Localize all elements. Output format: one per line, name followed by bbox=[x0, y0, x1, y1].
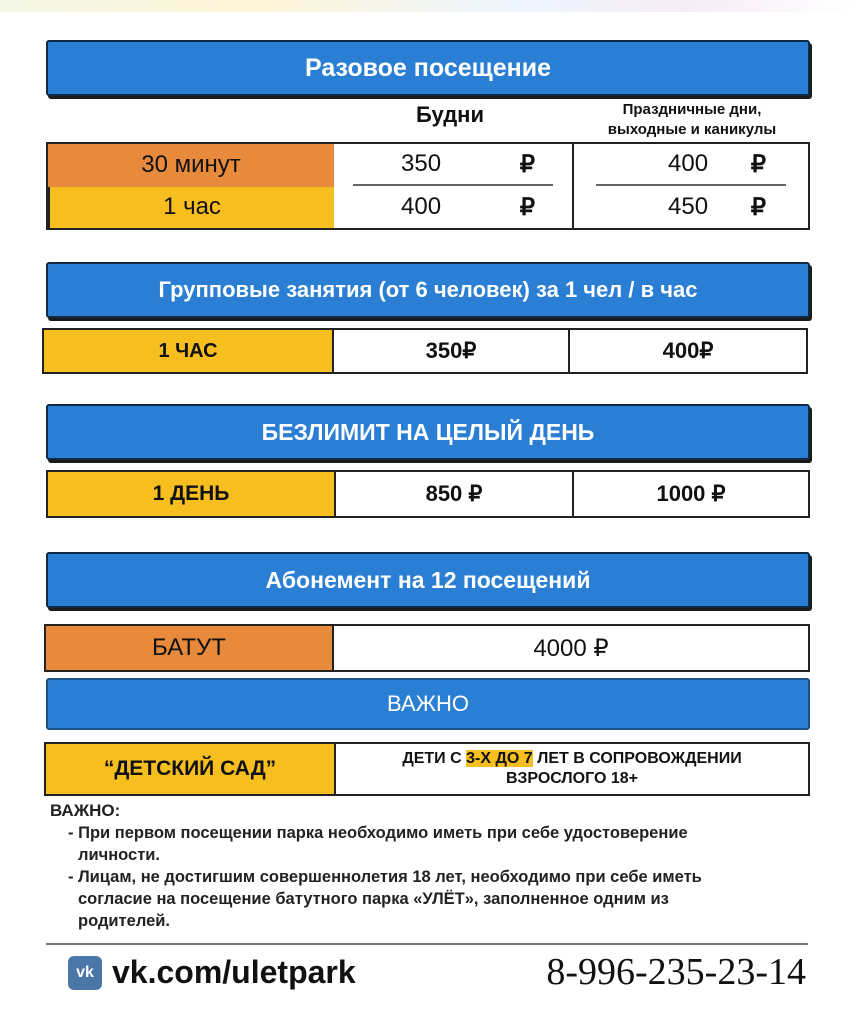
subscription-title: Абонемент на 12 посещений bbox=[265, 566, 591, 593]
footer-divider bbox=[46, 943, 808, 945]
subscription-row bbox=[44, 624, 810, 672]
kindergarten-description bbox=[334, 744, 808, 794]
notes-title: ВАЖНО: bbox=[50, 801, 121, 820]
group-holiday-price: 400₽ bbox=[568, 330, 806, 372]
single-label-column bbox=[48, 144, 334, 228]
kindergarten-label: “ДЕТСКИЙ САД” bbox=[46, 744, 334, 794]
unlimited-weekday-price: 850 ₽ bbox=[334, 472, 572, 516]
unlimited-label: 1 ДЕНЬ bbox=[48, 472, 334, 516]
kindergarten-line2: ВЗРОСЛОГО 18+ bbox=[506, 770, 638, 787]
note-item-2: - Лицам, не достигшим совершеннолетия 18 лет, необходимо при себе иметь согласие на посещение батутного парка «УЛЁТ», заполненное одним из родителей. bbox=[68, 868, 702, 930]
label-1hour: 1 час bbox=[48, 187, 334, 228]
single-visit-table bbox=[46, 142, 810, 230]
top-decor-strip bbox=[0, 0, 856, 12]
important-title: ВАЖНО bbox=[387, 691, 469, 716]
unlimited-row bbox=[46, 470, 810, 518]
group-lessons-row bbox=[42, 328, 808, 374]
subscription-banner bbox=[46, 552, 810, 608]
vk-link[interactable] bbox=[68, 954, 356, 991]
weekday-prices bbox=[334, 144, 572, 228]
single-visit-title: Разовое посещение bbox=[304, 53, 551, 82]
note-item-1: - При первом посещении парка необходимо иметь при себе удостоверение личности. bbox=[68, 824, 688, 864]
holiday-price-1hour: 450 ₽ bbox=[668, 193, 766, 221]
kindergarten-line1: ДЕТИ С 3-Х ДО 7 ЛЕТ В СОПРОВОЖДЕНИИ bbox=[402, 750, 742, 767]
weekday-price-30min: 350 ₽ bbox=[353, 144, 553, 186]
group-lessons-title: Групповые занятия (от 6 человек) за 1 чел / в час bbox=[158, 277, 698, 302]
age-highlight: 3-Х ДО 7 bbox=[466, 750, 533, 767]
phone-number[interactable]: 8-996-235-23-14 bbox=[546, 951, 806, 993]
weekdays-header: Будни bbox=[416, 102, 484, 127]
group-weekday-price: 350₽ bbox=[332, 330, 568, 372]
notes-block bbox=[50, 800, 730, 932]
holidays-header-line1: Праздничные дни, bbox=[622, 101, 762, 118]
important-banner bbox=[46, 678, 810, 730]
subscription-price: 4000 ₽ bbox=[332, 626, 808, 670]
unlimited-holiday-price: 1000 ₽ bbox=[572, 472, 808, 516]
vk-url[interactable]: vk.com/uletpark bbox=[112, 954, 356, 990]
weekday-price-1hour: 400 ₽ bbox=[401, 193, 535, 221]
group-lessons-banner bbox=[46, 262, 810, 318]
unlimited-title: БЕЗЛИМИТ НА ЦЕЛЫЙ ДЕНЬ bbox=[261, 418, 595, 445]
holidays-header bbox=[572, 100, 812, 140]
kindergarten-row bbox=[44, 742, 810, 796]
group-label: 1 ЧАС bbox=[44, 330, 332, 372]
holiday-price-30min: 400 ₽ bbox=[596, 144, 786, 186]
label-30min: 30 минут bbox=[48, 144, 334, 187]
subscription-label: БАТУТ bbox=[46, 626, 332, 670]
unlimited-banner bbox=[46, 404, 810, 460]
holidays-header-line2: выходные и каникулы bbox=[607, 121, 777, 138]
holiday-prices bbox=[572, 144, 808, 228]
vk-icon: vk bbox=[68, 956, 102, 990]
single-visit-banner bbox=[46, 40, 810, 96]
